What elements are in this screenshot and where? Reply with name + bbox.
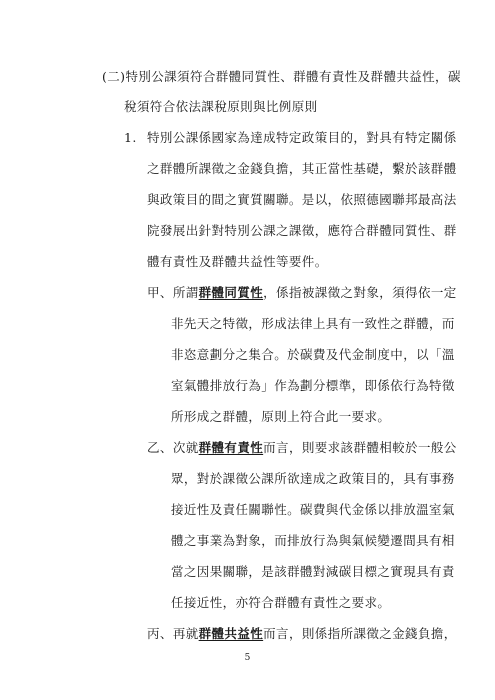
item-1-line-3: 與政策目的間之實質關聯。是以，依照德國聯邦最高法 [147,192,457,207]
sub-yi-prefix: 次就 [172,440,199,455]
sub-bing-prefix: 再就 [172,626,199,641]
sub-jia-line-2: 非先天之特徵，形成法律上具有一致性之群體，而 [171,316,455,331]
sub-jia-term: 群體同質性 [198,285,264,300]
sub-bing-marker: 丙、 [147,626,173,641]
item-1-line-1: 特別公課係國家為達成特定政策目的，對具有特定關係 [147,130,457,145]
sub-jia-marker: 甲、 [147,285,173,300]
sub-jia-line-3: 非恣意劃分之集合。於碳費及代金制度中，以「溫 [171,347,455,362]
sub-bing-first-line-rest: 而言，則係指所課徵之金錢負擔， [263,626,457,641]
page-number: 5 [244,653,251,663]
sub-jia-first-line [147,285,457,301]
section-heading-line-1: (二)特別公課須符合群體同質性、群體有責性及群體共益性，碳 [102,69,461,84]
sub-yi-line-5: 當之因果關聯，是該群體對減碳目標之實現具有責 [171,564,455,579]
sub-yi-line-6: 任接近性，亦符合群體有責性之要求。 [171,595,391,610]
sub-yi-first-line [147,440,457,456]
sub-jia-line-4: 室氣體排放行為」作為劃分標準，即係依行為特徵 [171,378,455,393]
sub-yi-line-3: 接近性及責任關聯性。碳費與代金係以排放溫室氣 [171,502,455,517]
item-1-line-2: 之群體所課徵之金錢負擔，其正當性基礎，繫於該群體 [147,161,457,176]
item-1-number: 1. [124,130,137,145]
sub-yi-line-4: 體之事業為對象，而排放行為與氣候變遷間具有相 [171,533,455,548]
sub-bing-term: 群體共益性 [198,626,264,641]
item-1-line-5: 體有責性及群體共益性等要件。 [147,254,328,269]
sub-yi-marker: 乙、 [147,440,173,455]
sub-jia-first-line-rest: ，係指被課徵之對象，須得依一定 [263,285,457,300]
sub-jia-prefix: 所謂 [172,285,199,300]
sub-yi-first-line-rest: 而言，則要求該群體相較於一般公 [263,440,457,455]
sub-yi-line-2: 眾，對於課徵公課所欲達成之政策目的，具有事務 [171,471,455,486]
sub-bing-first-line [147,626,457,642]
sub-jia-line-5: 所形成之群體，原則上符合此一要求。 [171,409,391,424]
sub-yi-term: 群體有責性 [198,440,264,455]
section-heading-line-2: 稅須符合依法課稅原則與比例原則 [124,99,318,114]
item-1-line-4: 院發展出針對特別公課之課徵，應符合群體同質性、群 [147,223,457,238]
